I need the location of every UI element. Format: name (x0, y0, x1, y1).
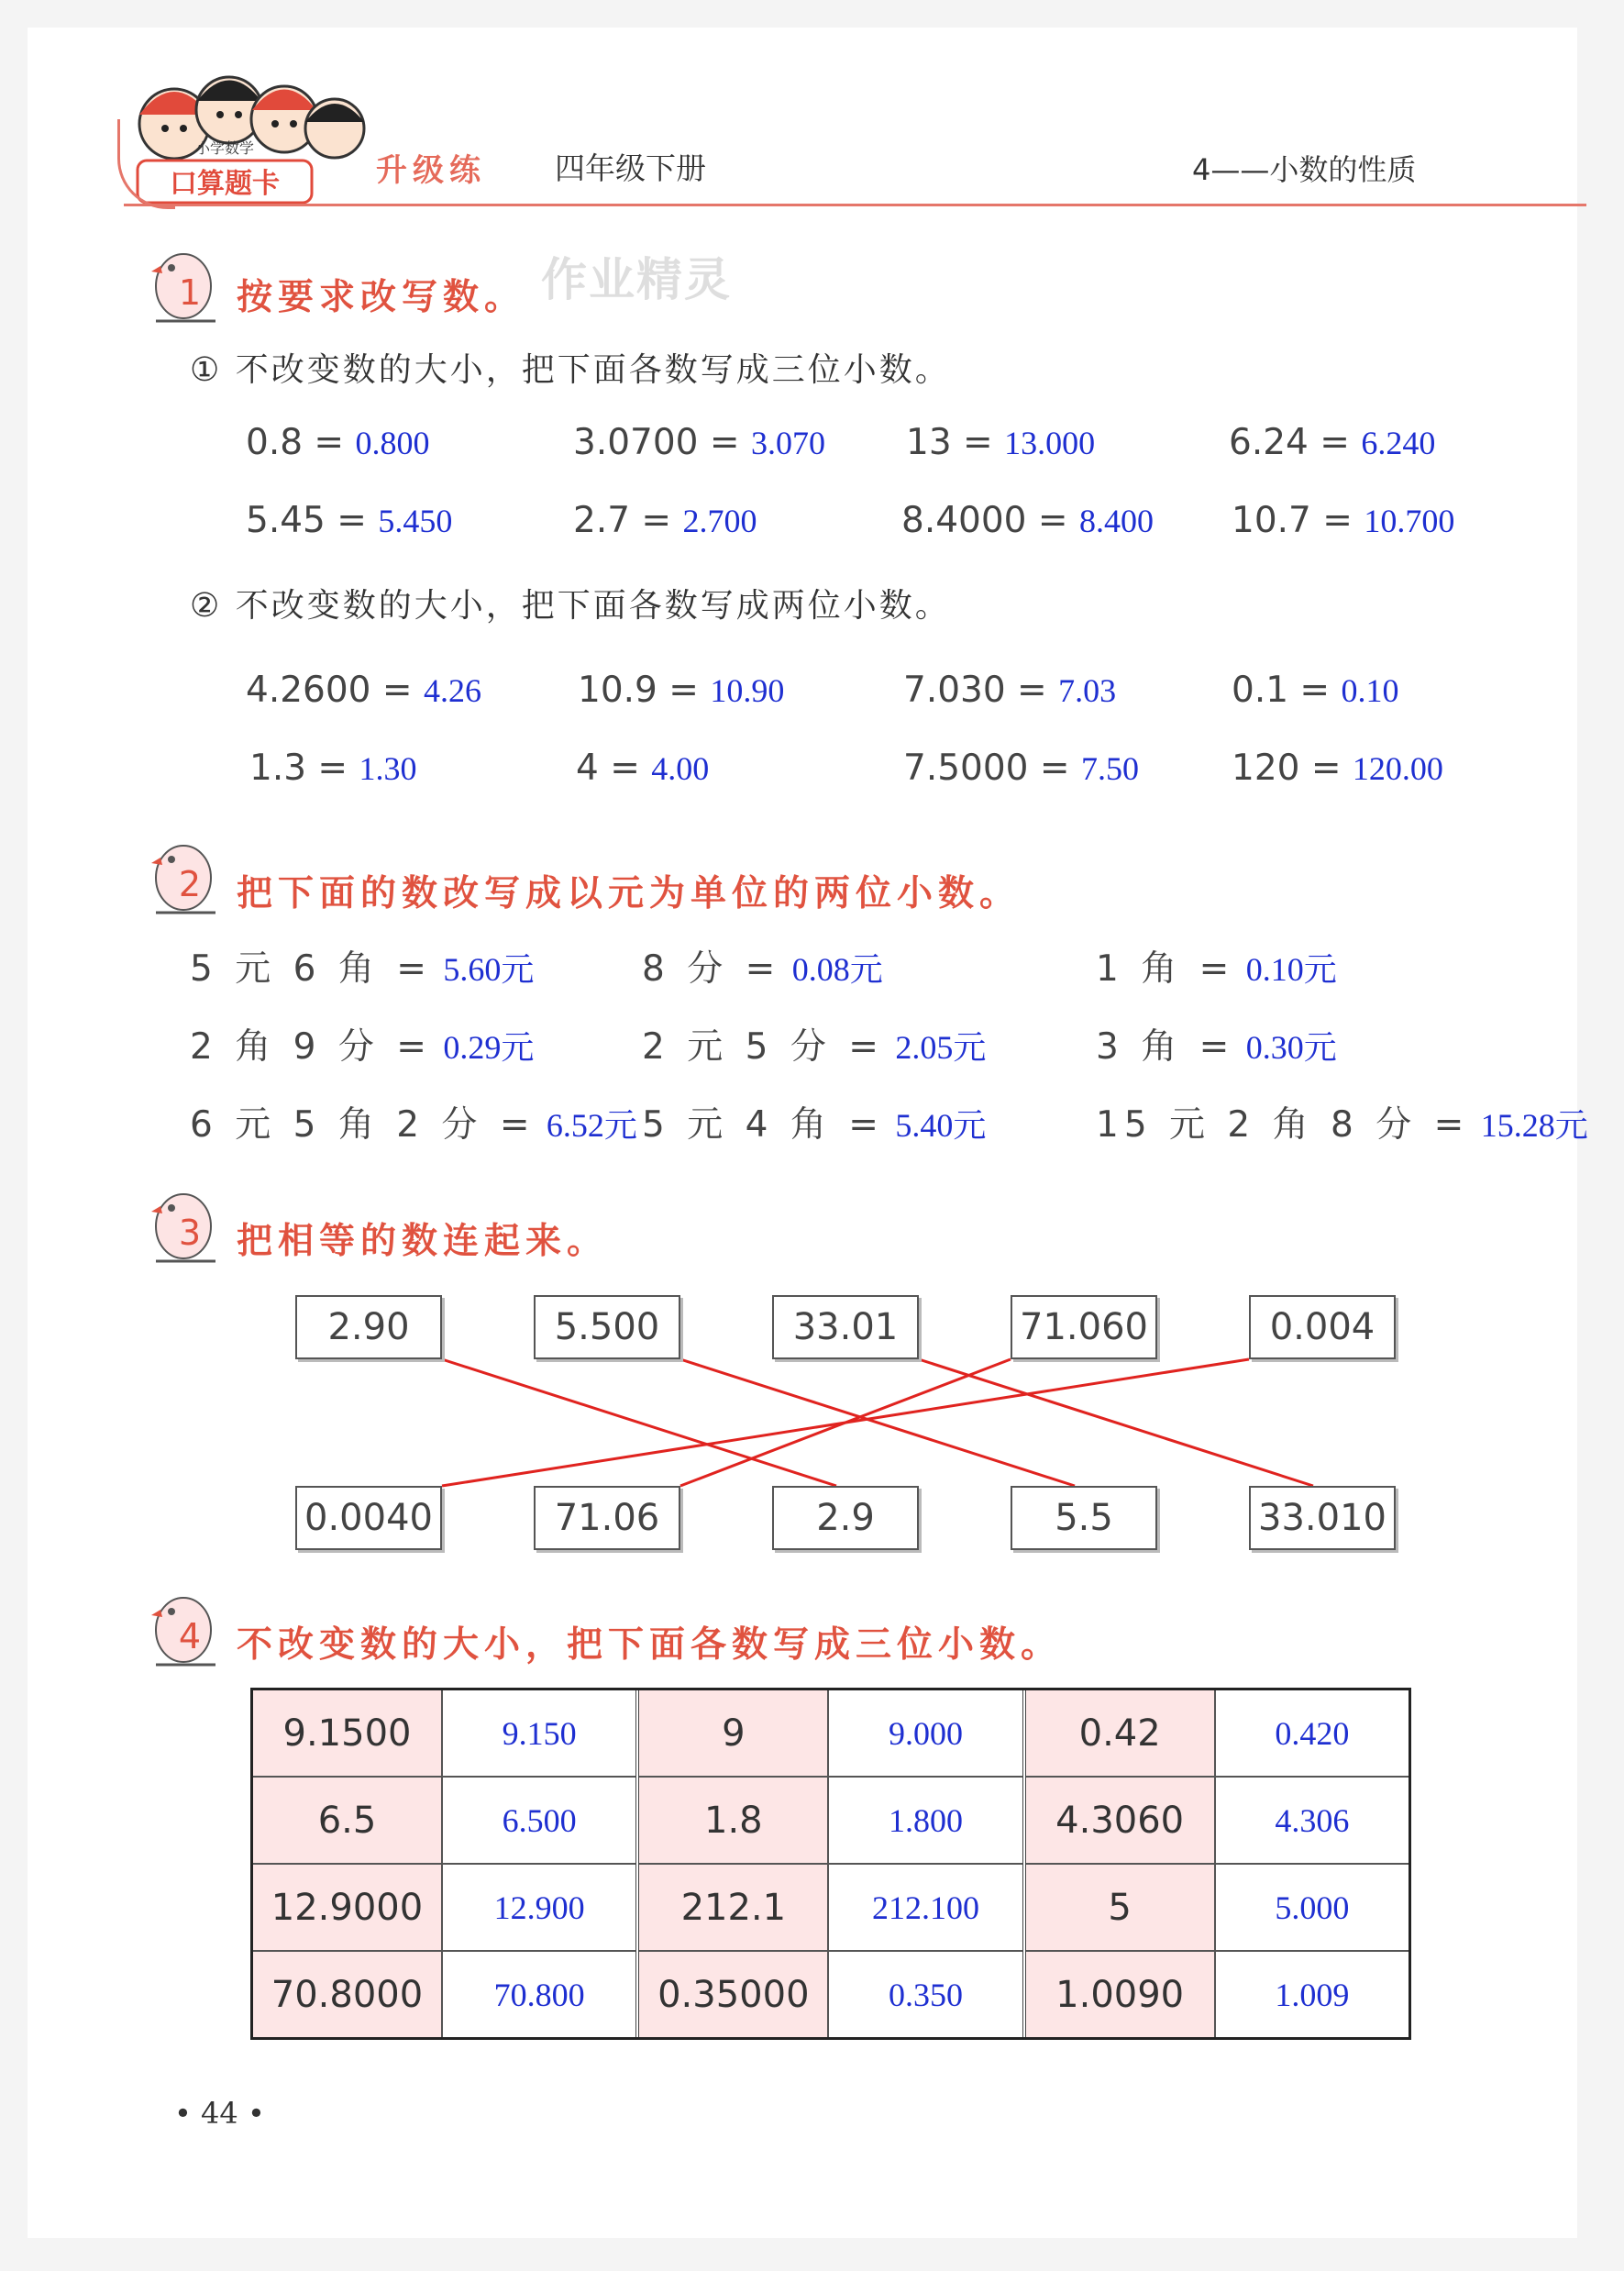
eq-2-5: 1.3 = 1.30 (249, 748, 417, 789)
table-row (639, 1690, 1022, 1778)
table-question: 12.9000 (253, 1865, 443, 1950)
eq-2-6: 4 = 4.00 (576, 748, 710, 789)
eq-1-2: 3.0700 = 3.070 (573, 422, 825, 463)
header-grade: 四年级下册 (555, 150, 706, 186)
money-eq-2: 8 分 = 0.08元 (642, 948, 883, 990)
eq-1-8: 10.7 = 10.700 (1232, 500, 1455, 541)
section-3-number: 3 (178, 1213, 202, 1253)
table-answer[interactable]: 1.009 (1275, 1976, 1350, 2013)
table-group-3 (1026, 1690, 1409, 2037)
eq-1-4: 6.24 = 6.240 (1229, 422, 1436, 463)
table-question: 4.3060 (1026, 1778, 1216, 1863)
top-box-4[interactable]: 71.060 (1011, 1295, 1157, 1359)
table-question: 212.1 (639, 1865, 829, 1950)
conversion-table (250, 1688, 1411, 2040)
money-eq-5: 2 元 5 分 = 2.05元 (642, 1026, 987, 1068)
section-2-title: 把下面的数改写成以元为单位的两位小数。 (237, 873, 1022, 914)
table-row (639, 1865, 1022, 1952)
connection-line-5 (442, 1359, 1249, 1486)
bottom-box-5[interactable]: 33.010 (1249, 1486, 1396, 1550)
eq-1-7: 8.4000 = 8.400 (901, 500, 1154, 541)
watermark: 作业精灵 (541, 253, 732, 306)
money-eq-1: 5 元 6 角 = 5.60元 (190, 948, 535, 990)
money-eq-6: 3 角 = 0.30元 (1096, 1026, 1337, 1068)
table-question: 5 (1026, 1865, 1216, 1950)
top-box-1[interactable]: 2.90 (295, 1295, 442, 1359)
header-chapter: 4——小数的性质 (1192, 152, 1417, 187)
table-answer[interactable]: 5.000 (1275, 1889, 1350, 1926)
table-answer[interactable]: 12.900 (493, 1889, 585, 1926)
table-row (253, 1778, 635, 1865)
table-answer[interactable]: 4.306 (1275, 1801, 1350, 1839)
table-answer[interactable]: 212.100 (871, 1889, 979, 1926)
eq-1-5: 5.45 = 5.450 (246, 500, 453, 541)
table-question: 1.8 (639, 1778, 829, 1863)
header-subtitle: 升级练 (376, 152, 486, 189)
top-box-2[interactable]: 5.500 (534, 1295, 680, 1359)
money-eq-4: 2 角 9 分 = 0.29元 (190, 1026, 535, 1068)
money-eq-3: 1 角 = 0.10元 (1096, 948, 1337, 990)
table-question: 9 (639, 1690, 829, 1776)
table-row (253, 1690, 635, 1778)
top-box-3[interactable]: 33.01 (772, 1295, 919, 1359)
eq-2-1: 4.2600 = 4.26 (246, 670, 481, 711)
table-answer[interactable]: 70.800 (493, 1976, 585, 2013)
eq-2-7: 7.5000 = 7.50 (903, 748, 1139, 789)
table-answer[interactable]: 9.150 (502, 1714, 577, 1752)
section-4-title: 不改变数的大小，把下面各数写成三位小数。 (237, 1624, 1063, 1666)
connection-line-1 (442, 1359, 836, 1486)
table-row (1026, 1778, 1409, 1865)
table-question: 1.0090 (1026, 1952, 1216, 2037)
table-question: 0.35000 (639, 1952, 829, 2037)
section-4-number: 4 (178, 1616, 202, 1656)
table-question: 9.1500 (253, 1690, 443, 1776)
table-answer[interactable]: 0.350 (888, 1976, 963, 2013)
table-answer[interactable]: 1.800 (888, 1801, 963, 1839)
table-row (1026, 1690, 1409, 1778)
table-row (1026, 1952, 1409, 2037)
connection-line-3 (919, 1359, 1313, 1486)
money-eq-7: 6 元 5 角 2 分 = 6.52元 (190, 1104, 637, 1146)
section-1-number: 1 (178, 272, 202, 313)
money-eq-9: 15 元 2 角 8 分 = 15.28元 (1096, 1104, 1588, 1146)
bottom-box-1[interactable]: 0.0040 (295, 1486, 442, 1550)
table-row (253, 1865, 635, 1952)
table-group-1 (253, 1690, 639, 2037)
table-answer[interactable]: 9.000 (888, 1714, 963, 1752)
table-answer[interactable]: 0.420 (1275, 1714, 1350, 1752)
page-number: • 44 • (174, 2096, 265, 2131)
section-3-title: 把相等的数连起来。 (237, 1221, 609, 1262)
eq-1-6: 2.7 = 2.700 (573, 500, 757, 541)
bottom-box-4[interactable]: 5.5 (1011, 1486, 1157, 1550)
eq-1-3: 13 = 13.000 (906, 422, 1096, 463)
connection-line-2 (680, 1359, 1075, 1486)
eq-1-1: 0.8 = 0.800 (246, 422, 430, 463)
eq-2-8: 120 = 120.00 (1232, 748, 1443, 789)
section-2-number: 2 (178, 864, 202, 904)
bottom-box-3[interactable]: 2.9 (772, 1486, 919, 1550)
logo-top-text: 小学数学 (194, 139, 255, 157)
table-question: 6.5 (253, 1778, 443, 1863)
section-4-bird-icon (142, 1591, 225, 1674)
bottom-box-2[interactable]: 71.06 (534, 1486, 680, 1550)
eq-2-4: 0.1 = 0.10 (1232, 670, 1399, 711)
table-row (253, 1952, 635, 2037)
eq-2-3: 7.030 = 7.03 (903, 670, 1117, 711)
table-answer[interactable]: 6.500 (502, 1801, 577, 1839)
logo-main-text: 口算题卡 (170, 168, 280, 200)
eq-2-2: 10.9 = 10.90 (578, 670, 785, 711)
table-row (639, 1778, 1022, 1865)
table-group-2 (639, 1690, 1025, 2037)
section-1-sub2: ② 不改变数的大小，把下面各数写成两位小数。 (190, 587, 951, 625)
table-row (1026, 1865, 1409, 1952)
section-1-title: 按要求改写数。 (237, 277, 526, 318)
top-box-5[interactable]: 0.004 (1249, 1295, 1396, 1359)
table-question: 70.8000 (253, 1952, 443, 2037)
table-row (639, 1952, 1022, 2037)
table-question: 0.42 (1026, 1690, 1216, 1776)
money-eq-8: 5 元 4 角 = 5.40元 (642, 1104, 987, 1146)
section-1-sub1: ① 不改变数的大小，把下面各数写成三位小数。 (190, 351, 951, 389)
